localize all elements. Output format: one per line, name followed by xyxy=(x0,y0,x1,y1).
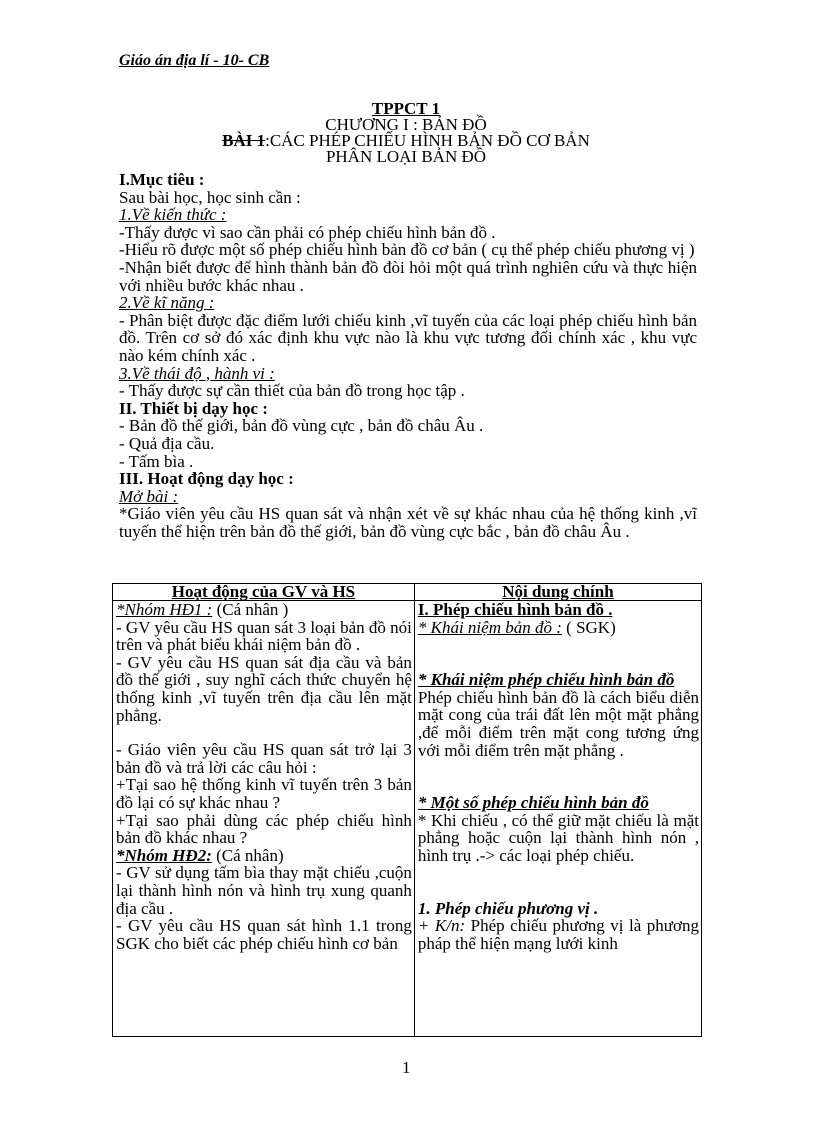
activities-heading: III. Hoạt động dạy học : xyxy=(119,469,294,489)
equipment-item: - Bản đồ thế giới, bản đồ vùng cực , bản đồ châu Âu . xyxy=(119,416,484,436)
activity-paragraph: +Tại sao hệ thống kinh vĩ tuyến trên 3 bản đồ lại có sự khác nhau ? xyxy=(116,775,412,812)
group2-mode: (Cá nhân) xyxy=(211,845,284,865)
concept1-label: * Khái niệm bản đồ : xyxy=(417,617,562,637)
activity-paragraph: - GV yêu cầu HS quan sát hình 1.1 trong SGK cho biết các phép chiếu hình cơ bản xyxy=(116,916,412,953)
knowledge-item: -Hiểu rõ được một số phép chiếu hình bản đồ cơ bản ( cụ thể phép chiếu phương vị ) xyxy=(119,240,695,260)
chapter-title: CHƯƠNG I : BẢN ĐỒ xyxy=(325,115,487,134)
subsection-text xyxy=(418,917,699,952)
group2-line xyxy=(116,847,412,865)
objectives-heading: I.Mục tiêu : xyxy=(119,170,205,189)
attitude-item: - Thấy được sự cần thiết của bản đồ trong học tập . xyxy=(119,381,465,401)
activity-paragraph: - Giáo viên yêu cầu HS quan sát trở lại 3 bản đồ và trả lời các câu hỏi : xyxy=(116,740,412,777)
concept3-heading: * Một số phép chiếu hình bản đồ xyxy=(417,793,649,813)
lesson-title-text: :CÁC PHÉP CHIẾU HÌNH BẢN ĐỒ CƠ BẢN xyxy=(265,131,590,150)
activity-paragraph: - GV yêu cầu HS quan sát địa cầu và bản đồ thế giới , suy nghĩ cách thức chuyển hệ thống kinh ,vĩ tuyến trên địa cầu lên mặt phẳng. xyxy=(116,652,412,725)
intro-heading: Mở bài : xyxy=(119,486,179,506)
concept1-ref: ( SGK) xyxy=(561,617,616,637)
main-content xyxy=(414,601,701,1037)
concept1-line xyxy=(418,619,699,637)
objectives-intro: Sau bài học, học sinh cần : xyxy=(119,187,301,207)
table-header-row xyxy=(113,584,702,601)
equipment-item: - Quả địa cầu. xyxy=(119,433,215,453)
page-number: 1 xyxy=(402,1058,411,1077)
col-right-header: Nội dung chính xyxy=(414,584,701,601)
lesson-prefix: BÀI 1 xyxy=(222,131,266,150)
activity-paragraph: - GV sử dụng tấm bìa thay mặt chiếu ,cuộn lại thành hình nón và hình trụ xung quanh địa cầu . xyxy=(116,863,412,918)
page-header: Giáo án địa lí - 10- CB xyxy=(119,52,270,69)
group2-label: *Nhóm HĐ2: xyxy=(116,845,212,865)
intro-text: *Giáo viên yêu cầu HS quan sát và nhận xét về sự khác nhau của hệ thống kinh ,vĩ tuyến thể hiện trên bản đồ thế giới, bản đồ vùng cực bắc , bản đồ châu Âu . xyxy=(119,504,697,541)
activity-paragraph: - GV yêu cầu HS quan sát 3 loại bản đồ nói trên và phát biểu khái niệm bản đồ . xyxy=(116,617,412,655)
col-left-header: Hoạt động của GV và HS xyxy=(113,584,415,601)
subsection-label: + K/n: xyxy=(417,916,466,936)
section-heading: I. Phép chiếu hình bản đồ . xyxy=(417,600,613,619)
equipment-item: - Tấm bìa . xyxy=(119,451,194,471)
knowledge-item: -Nhận biết được để hình thành bản đồ đòi hỏi một quá trình nghiên cứu và thực hiện với nhiều bước khác nhau . xyxy=(119,257,697,295)
tppct-label: TPPCT 1 xyxy=(371,99,441,118)
activity-paragraph: +Tại sao phải dùng các phép chiếu hình bản đồ khác nhau ? xyxy=(116,810,412,848)
teacher-student-activities xyxy=(113,601,415,1037)
lesson-table xyxy=(112,583,702,1037)
knowledge-heading: 1.Về kiến thức : xyxy=(119,205,227,225)
concept2-text: Phép chiếu hình bản đồ là cách biểu diễn mặt cong của trái đất lên một mặt phẳng ,để mỗi điểm trên mặt cong tương ứng với mỗi điểm trên mặt phẳng . xyxy=(417,687,699,760)
group1-label: *Nhóm HĐ1 : xyxy=(116,600,213,619)
lesson-title-line2: PHÂN LOẠI BẢN ĐỒ xyxy=(325,147,487,166)
subsection-heading: 1. Phép chiếu phương vị . xyxy=(417,898,599,918)
lesson-titles xyxy=(115,101,697,165)
concept3-text: * Khi chiếu , có thể giữ mặt chiếu là mặt phẳng hoặc cuộn lại thành hình nón , hình trụ .-> các loại phép chiếu. xyxy=(417,810,699,865)
document-body xyxy=(119,171,697,540)
group1-line xyxy=(116,601,412,619)
skills-heading: 2.Về kĩ năng : xyxy=(119,293,215,313)
concept2-heading: * Khái niệm phép chiếu hình bản đồ xyxy=(417,670,675,690)
subsection-body: Phép chiếu phương vị là phương pháp thể hiện mạng lưới kinh xyxy=(417,916,699,953)
skills-item: - Phân biệt được đặc điểm lưới chiếu kinh ,vĩ tuyến của các loại phép chiếu hình bản đồ. Trên cơ sở đó xác định khu vực nào là khu vực tương đối chính xác , khu vực nào kém chính xác . xyxy=(119,310,697,365)
table-row xyxy=(113,601,702,1037)
knowledge-item: -Thấy được vì sao cần phải có phép chiếu hình bản đồ . xyxy=(119,222,496,242)
equipment-heading: II. Thiết bị dạy học : xyxy=(119,398,268,418)
attitude-heading: 3.Về thái độ , hành vi : xyxy=(119,363,275,383)
group1-mode: (Cá nhân ) xyxy=(212,600,289,619)
